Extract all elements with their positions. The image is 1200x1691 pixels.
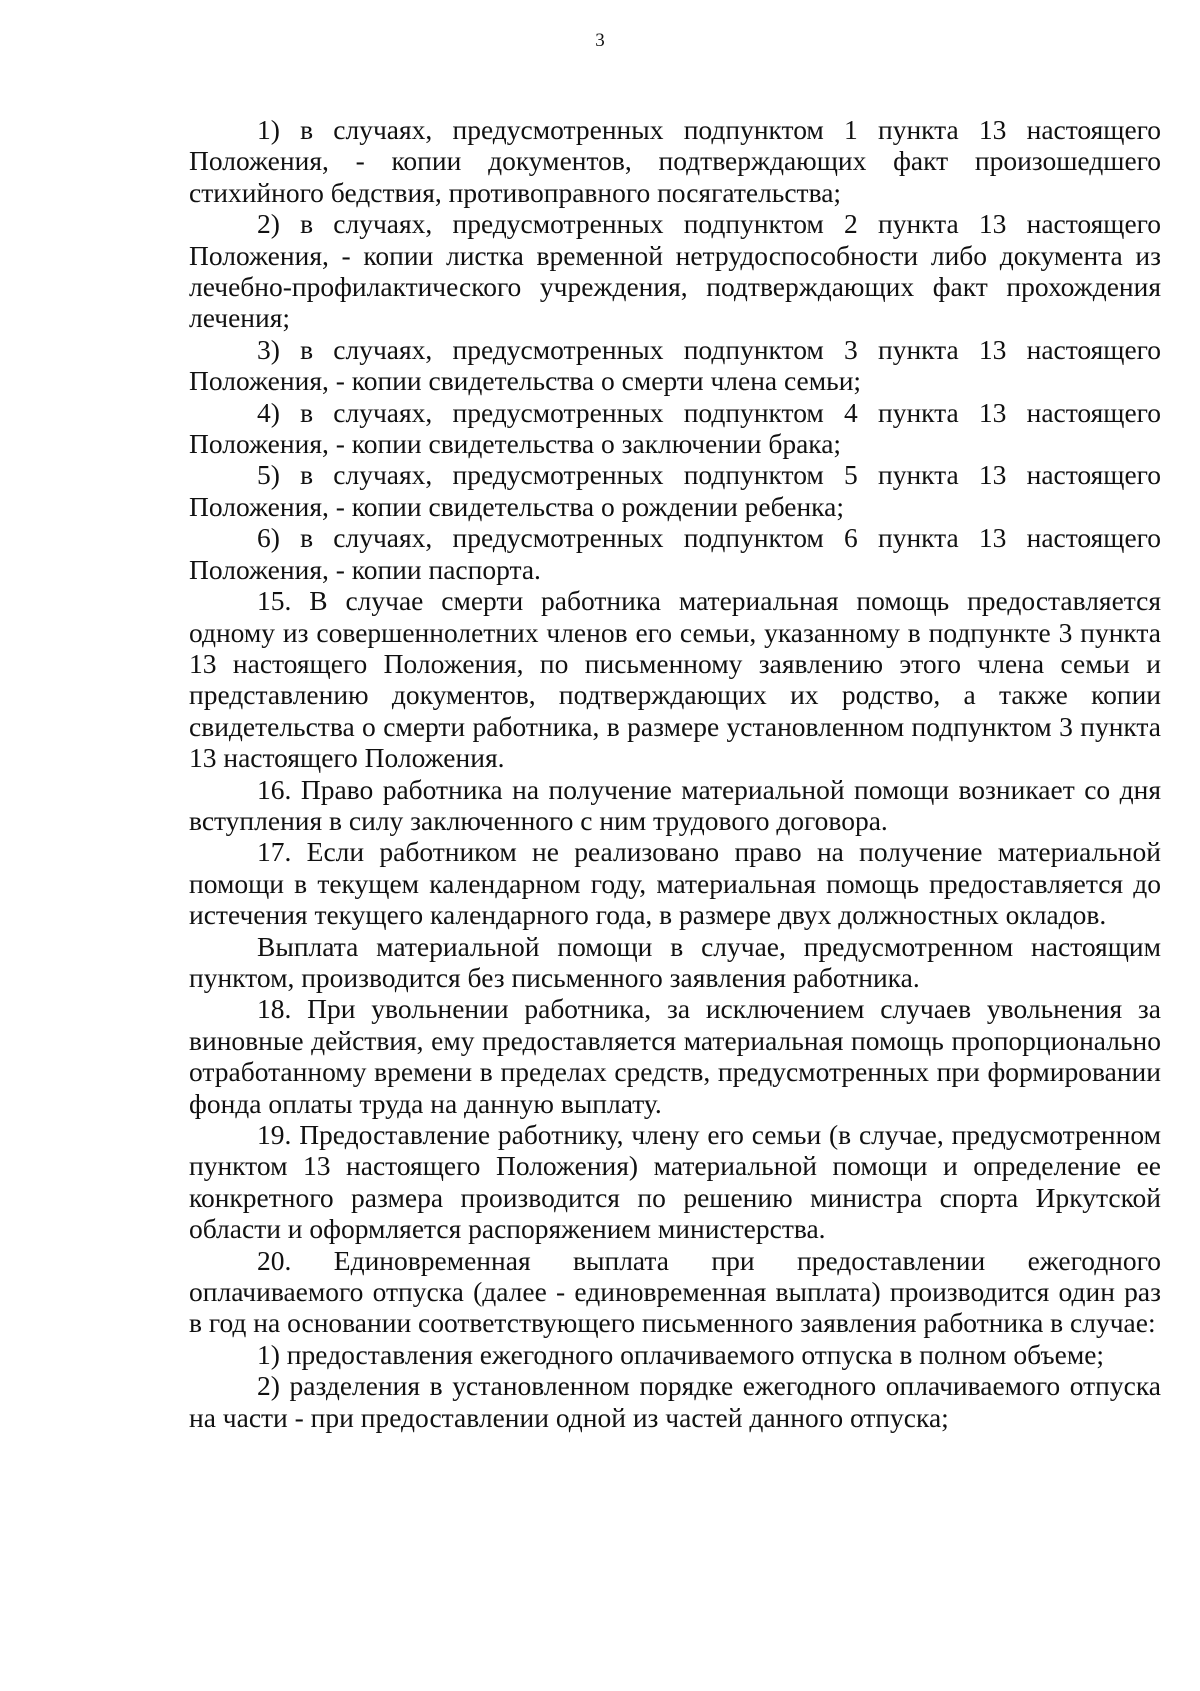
document-body: [189, 114, 1161, 1433]
paragraph-subitem-2: 2) в случаях, предусмотренных подпунктом 2 пункта 13 настоящего Положения, - копии листка временной нетрудоспособности либо документа из лечебно-профилактического учреждения, подтверждающих факт прохождения лечения;: [189, 208, 1161, 334]
paragraph-20: 20. Единовременная выплата при предоставлении ежегодного оплачиваемого отпуска (далее - единовременная выплата) производится один раз в год на основании соответствующего письменного заявления работника в случае:: [189, 1244, 1161, 1339]
paragraph-subitem-6: 6) в случаях, предусмотренных подпунктом 6 пункта 13 настоящего Положения, - копии паспорта.: [189, 522, 1161, 585]
paragraph-20-subitem-2: 2) разделения в установленном порядке ежегодного оплачиваемого отпуска на части - при предоставлении одной из частей данного отпуска;: [189, 1370, 1161, 1433]
page-number: 3: [595, 30, 605, 51]
paragraph-19: 19. Предоставление работнику, члену его семьи (в случае, предусмотренном пунктом 13 настоящего Положения) материальной помощи и определение ее конкретного размера производится по решению министра спорта Иркутской области и оформляется распоряжением министерства.: [189, 1119, 1161, 1245]
paragraph-16: 16. Право работника на получение материальной помощи возникает со дня вступления в силу заключенного с ним трудового договора.: [189, 773, 1161, 836]
paragraph-17-continuation: Выплата материальной помощи в случае, предусмотренном настоящим пунктом, производится без письменного заявления работника.: [189, 930, 1161, 993]
paragraph-20-subitem-1: 1) предоставления ежегодного оплачиваемого отпуска в полном объеме;: [257, 1338, 1105, 1370]
paragraph-subitem-3: 3) в случаях, предусмотренных подпунктом 3 пункта 13 настоящего Положения, - копии свидетельства о смерти члена семьи;: [189, 333, 1161, 397]
paragraph-17: 17. Если работником не реализовано право на получение материальной помощи в текущем календарном году, материальная помощь предоставляется до истечения текущего календарного года, в размере двух должностных окладов.: [189, 836, 1161, 931]
paragraph-subitem-5: 5) в случаях, предусмотренных подпунктом 5 пункта 13 настоящего Положения, - копии свидетельства о рождении ребенка;: [189, 459, 1161, 522]
paragraph-subitem-1: 1) в случаях, предусмотренных подпунктом 1 пункта 13 настоящего Положения, - копии документов, подтверждающих факт произошедшего стихийного бедствия, противоправного посягательства;: [189, 114, 1161, 208]
paragraph-18: 18. При увольнении работника, за исключением случаев увольнения за виновные действия, ему предоставляется материальная помощь пропорционально отработанному времени в пределах средств, предусмотренных при формировании фонда оплаты труда на данную выплату.: [189, 993, 1161, 1119]
paragraph-15: 15. В случае смерти работника материальная помощь предоставляется одному из совершеннолетних членов его семьи, указанному в подпункте 3 пункта 13 настоящего Положения, по письменному заявлению этого члена семьи и представлению документов, подтверждающих их родство, а также копии свидетельства о смерти работника, в размере установленном подпунктом 3 пункта 13 настоящего Положения.: [189, 585, 1161, 774]
paragraph-subitem-4: 4) в случаях, предусмотренных подпунктом 4 пункта 13 настоящего Положения, - копии свидетельства о заключении брака;: [189, 396, 1161, 460]
